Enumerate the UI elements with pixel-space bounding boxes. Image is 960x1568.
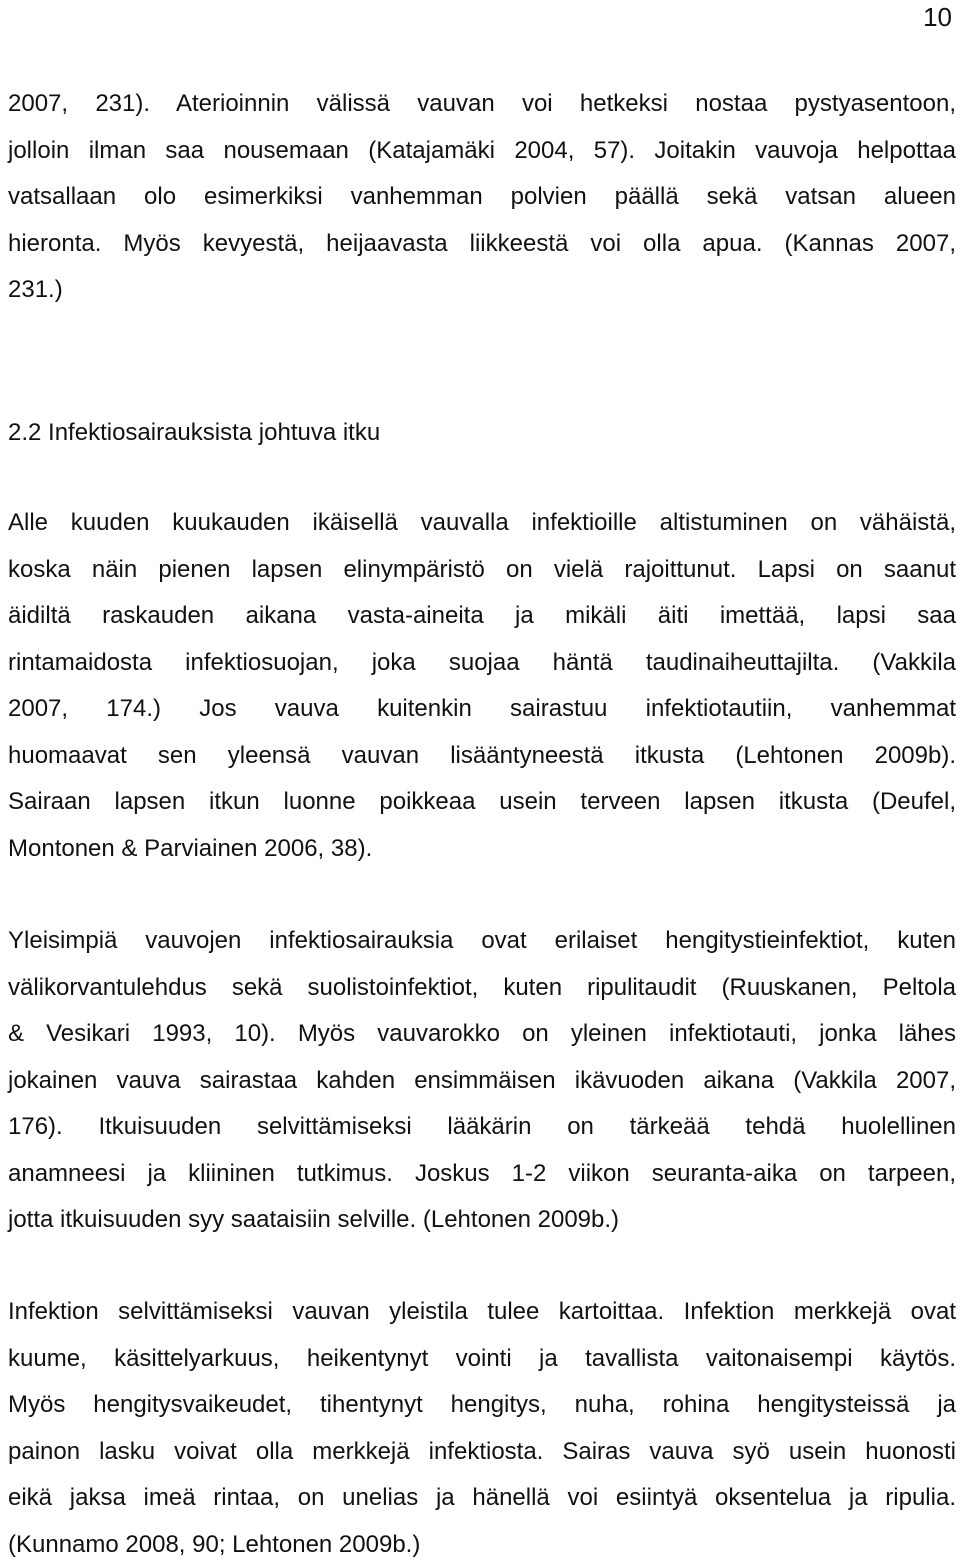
text-line: välikorvantulehdus sekä suolistoinfektiot, kuten ripulitaudit (Ruuskanen, Peltola [8, 965, 956, 1012]
text-line: (Kunnamo 2008, 90; Lehtonen 2009b.) [8, 1522, 956, 1568]
text-line: vatsallaan olo esimerkiksi vanhemman polvien päällä sekä vatsan alueen [8, 174, 956, 221]
paragraph-symptoms [8, 1289, 956, 1568]
text-line: Myös hengitysvaikeudet, tihentynyt hengitys, nuha, rohina hengitysteissä ja [8, 1382, 956, 1429]
page-number: 10 [923, 2, 952, 32]
text-line: Sairaan lapsen itkun luonne poikkeaa usein terveen lapsen itkusta (Deufel, [8, 779, 956, 826]
text-line: 176). Itkuisuuden selvittämiseksi lääkärin on tärkeää tehdä huolellinen [8, 1104, 956, 1151]
text-line: & Vesikari 1993, 10). Myös vauvarokko on yleinen infektiotauti, jonka lähes [8, 1011, 956, 1058]
paragraph-common-infections [8, 918, 956, 1244]
section-heading: 2.2 Infektiosairauksista johtuva itku [8, 410, 380, 456]
text-line: anamneesi ja kliininen tutkimus. Joskus 1-2 viikon seuranta-aika on tarpeen, [8, 1151, 956, 1198]
text-line: hieronta. Myös kevyestä, heijaavasta liikkeestä voi olla apua. (Kannas 2007, [8, 221, 956, 268]
text-line: jolloin ilman saa nousemaan (Katajamäki 2004, 57). Joitakin vauvoja helpottaa [8, 128, 956, 175]
text-line: painon lasku voivat olla merkkejä infektiosta. Sairas vauva syö usein huonosti [8, 1429, 956, 1476]
text-line: 2007, 174.) Jos vauva kuitenkin sairastuu infektiotautiin, vanhemmat [8, 686, 956, 733]
text-line: huomaavat sen yleensä vauvan lisääntyneestä itkusta (Lehtonen 2009b). [8, 733, 956, 780]
text-line: rintamaidosta infektiosuojan, joka suojaa häntä taudinaiheuttajilta. (Vakkila [8, 640, 956, 687]
text-line: Alle kuuden kuukauden ikäisellä vauvalla infektioille altistuminen on vähäistä, [8, 500, 956, 547]
text-line: 2007, 231). Aterioinnin välissä vauvan voi hetkeksi nostaa pystyasentoon, [8, 81, 956, 128]
text-line: Infektion selvittämiseksi vauvan yleistila tulee kartoittaa. Infektion merkkejä ovat [8, 1289, 956, 1336]
text-line: jotta itkuisuuden syy saataisiin selville. (Lehtonen 2009b.) [8, 1197, 956, 1244]
paragraph-exposure [8, 500, 956, 872]
text-line: 231.) [8, 267, 956, 314]
text-line: koska näin pienen lapsen elinympäristö on vielä rajoittunut. Lapsi on saanut [8, 547, 956, 594]
text-line: kuume, käsittelyarkuus, heikentynyt vointi ja tavallista vaitonaisempi käytös. [8, 1336, 956, 1383]
text-line: eikä jaksa imeä rintaa, on unelias ja hänellä voi esiintyä oksentelua ja ripulia. [8, 1475, 956, 1522]
text-line: Montonen & Parviainen 2006, 38). [8, 826, 956, 873]
text-line: Yleisimpiä vauvojen infektiosairauksia ovat erilaiset hengitystieinfektiot, kuten [8, 918, 956, 965]
text-line: äidiltä raskauden aikana vasta-aineita ja mikäli äiti imettää, lapsi saa [8, 593, 956, 640]
paragraph-intro [8, 81, 956, 314]
text-line: jokainen vauva sairastaa kahden ensimmäisen ikävuoden aikana (Vakkila 2007, [8, 1058, 956, 1105]
